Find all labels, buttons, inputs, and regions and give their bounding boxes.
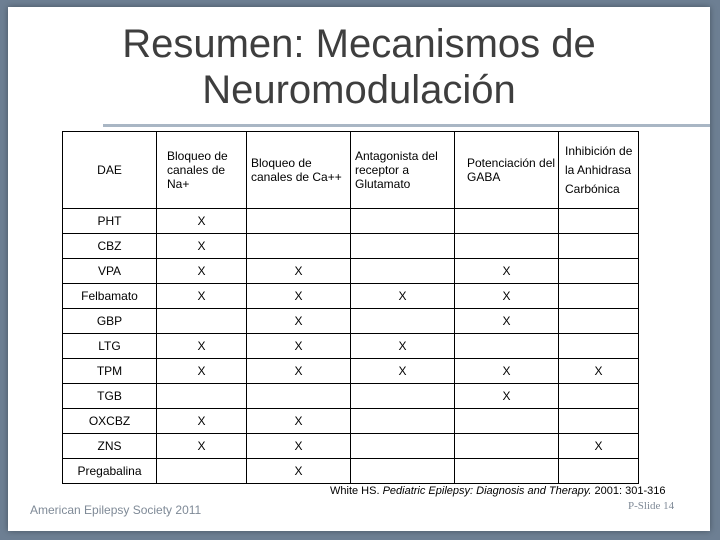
table-row [63, 209, 639, 234]
drug-name: GBP [63, 309, 157, 334]
header-dae: DAE [63, 132, 157, 209]
mark-gaba: X [455, 359, 559, 384]
mark-anh [559, 309, 639, 334]
header-na-blockade: Bloqueo de canales de Na+ [157, 132, 247, 209]
table-row [63, 384, 639, 409]
mark-na: X [157, 259, 247, 284]
title-divider [103, 124, 710, 127]
mark-anh [559, 234, 639, 259]
mark-glut: X [351, 284, 455, 309]
mark-gaba [455, 209, 559, 234]
mark-na: X [157, 434, 247, 459]
mark-glut: X [351, 359, 455, 384]
mark-na: X [157, 409, 247, 434]
slide [8, 7, 710, 531]
drug-name: Felbamato [63, 284, 157, 309]
citation-suffix: 2001: 301-316 [591, 485, 666, 497]
header-ca-blockade: Bloqueo de canales de Ca++ [247, 132, 351, 209]
mark-ca: X [247, 309, 351, 334]
drug-name: Pregabalina [63, 459, 157, 484]
mark-gaba [455, 434, 559, 459]
mark-na [157, 459, 247, 484]
mark-anh [559, 409, 639, 434]
drug-name: ZNS [63, 434, 157, 459]
drug-name: VPA [63, 259, 157, 284]
mark-anh [559, 334, 639, 359]
table-row [63, 409, 639, 434]
mark-gaba: X [455, 284, 559, 309]
mark-ca: X [247, 259, 351, 284]
mark-na: X [157, 334, 247, 359]
mark-glut [351, 459, 455, 484]
mark-ca: X [247, 359, 351, 384]
mark-glut [351, 259, 455, 284]
mark-gaba [455, 234, 559, 259]
title-line-2: Neuromodulación [202, 68, 516, 112]
mechanism-table [62, 131, 639, 484]
mark-glut [351, 409, 455, 434]
mark-anh [559, 459, 639, 484]
header-row [63, 132, 639, 209]
drug-name: TGB [63, 384, 157, 409]
mark-na [157, 309, 247, 334]
mark-glut [351, 434, 455, 459]
mark-gaba: X [455, 259, 559, 284]
mark-glut: X [351, 334, 455, 359]
header-gaba-potentiation: Potenciación del GABA [455, 132, 559, 209]
citation [330, 485, 666, 497]
mark-na: X [157, 284, 247, 309]
mark-ca: X [247, 434, 351, 459]
mark-ca: X [247, 334, 351, 359]
header-carbonic-anhydrase: Inhibición de la Anhidrasa Carbónica [559, 132, 639, 209]
table-row [63, 434, 639, 459]
mark-glut [351, 384, 455, 409]
mark-anh [559, 384, 639, 409]
citation-book: Pediatric Epilepsy: Diagnosis and Therapy. [382, 485, 592, 497]
mark-ca: X [247, 284, 351, 309]
drug-name: CBZ [63, 234, 157, 259]
mark-gaba [455, 334, 559, 359]
mark-ca [247, 209, 351, 234]
table-row [63, 309, 639, 334]
mark-ca: X [247, 409, 351, 434]
mark-anh: X [559, 434, 639, 459]
mark-ca [247, 234, 351, 259]
header-glutamate-antagonist: Antagonista del receptor a Glutamato [351, 132, 455, 209]
mark-glut [351, 234, 455, 259]
mark-na: X [157, 209, 247, 234]
mark-gaba: X [455, 384, 559, 409]
table-row [63, 259, 639, 284]
table-row [63, 234, 639, 259]
mark-gaba: X [455, 309, 559, 334]
footer-organization: American Epilepsy Society 2011 [30, 503, 202, 517]
mark-na: X [157, 234, 247, 259]
mark-anh [559, 259, 639, 284]
mark-ca: X [247, 459, 351, 484]
drug-name: PHT [63, 209, 157, 234]
citation-prefix: White HS. [330, 485, 383, 497]
mark-na [157, 384, 247, 409]
title-line-1: Resumen: Mecanismos de [122, 22, 596, 66]
slide-title [8, 21, 710, 113]
table-row [63, 359, 639, 384]
mark-glut [351, 309, 455, 334]
mark-glut [351, 209, 455, 234]
drug-name: LTG [63, 334, 157, 359]
mark-na: X [157, 359, 247, 384]
mark-anh [559, 209, 639, 234]
mark-ca [247, 384, 351, 409]
table-row [63, 459, 639, 484]
table-row [63, 334, 639, 359]
mark-anh: X [559, 359, 639, 384]
mark-gaba [455, 409, 559, 434]
drug-name: OXCBZ [63, 409, 157, 434]
mark-anh [559, 284, 639, 309]
mark-gaba [455, 459, 559, 484]
footer-slide-number: P-Slide 14 [628, 500, 675, 512]
drug-name: TPM [63, 359, 157, 384]
table-row [63, 284, 639, 309]
